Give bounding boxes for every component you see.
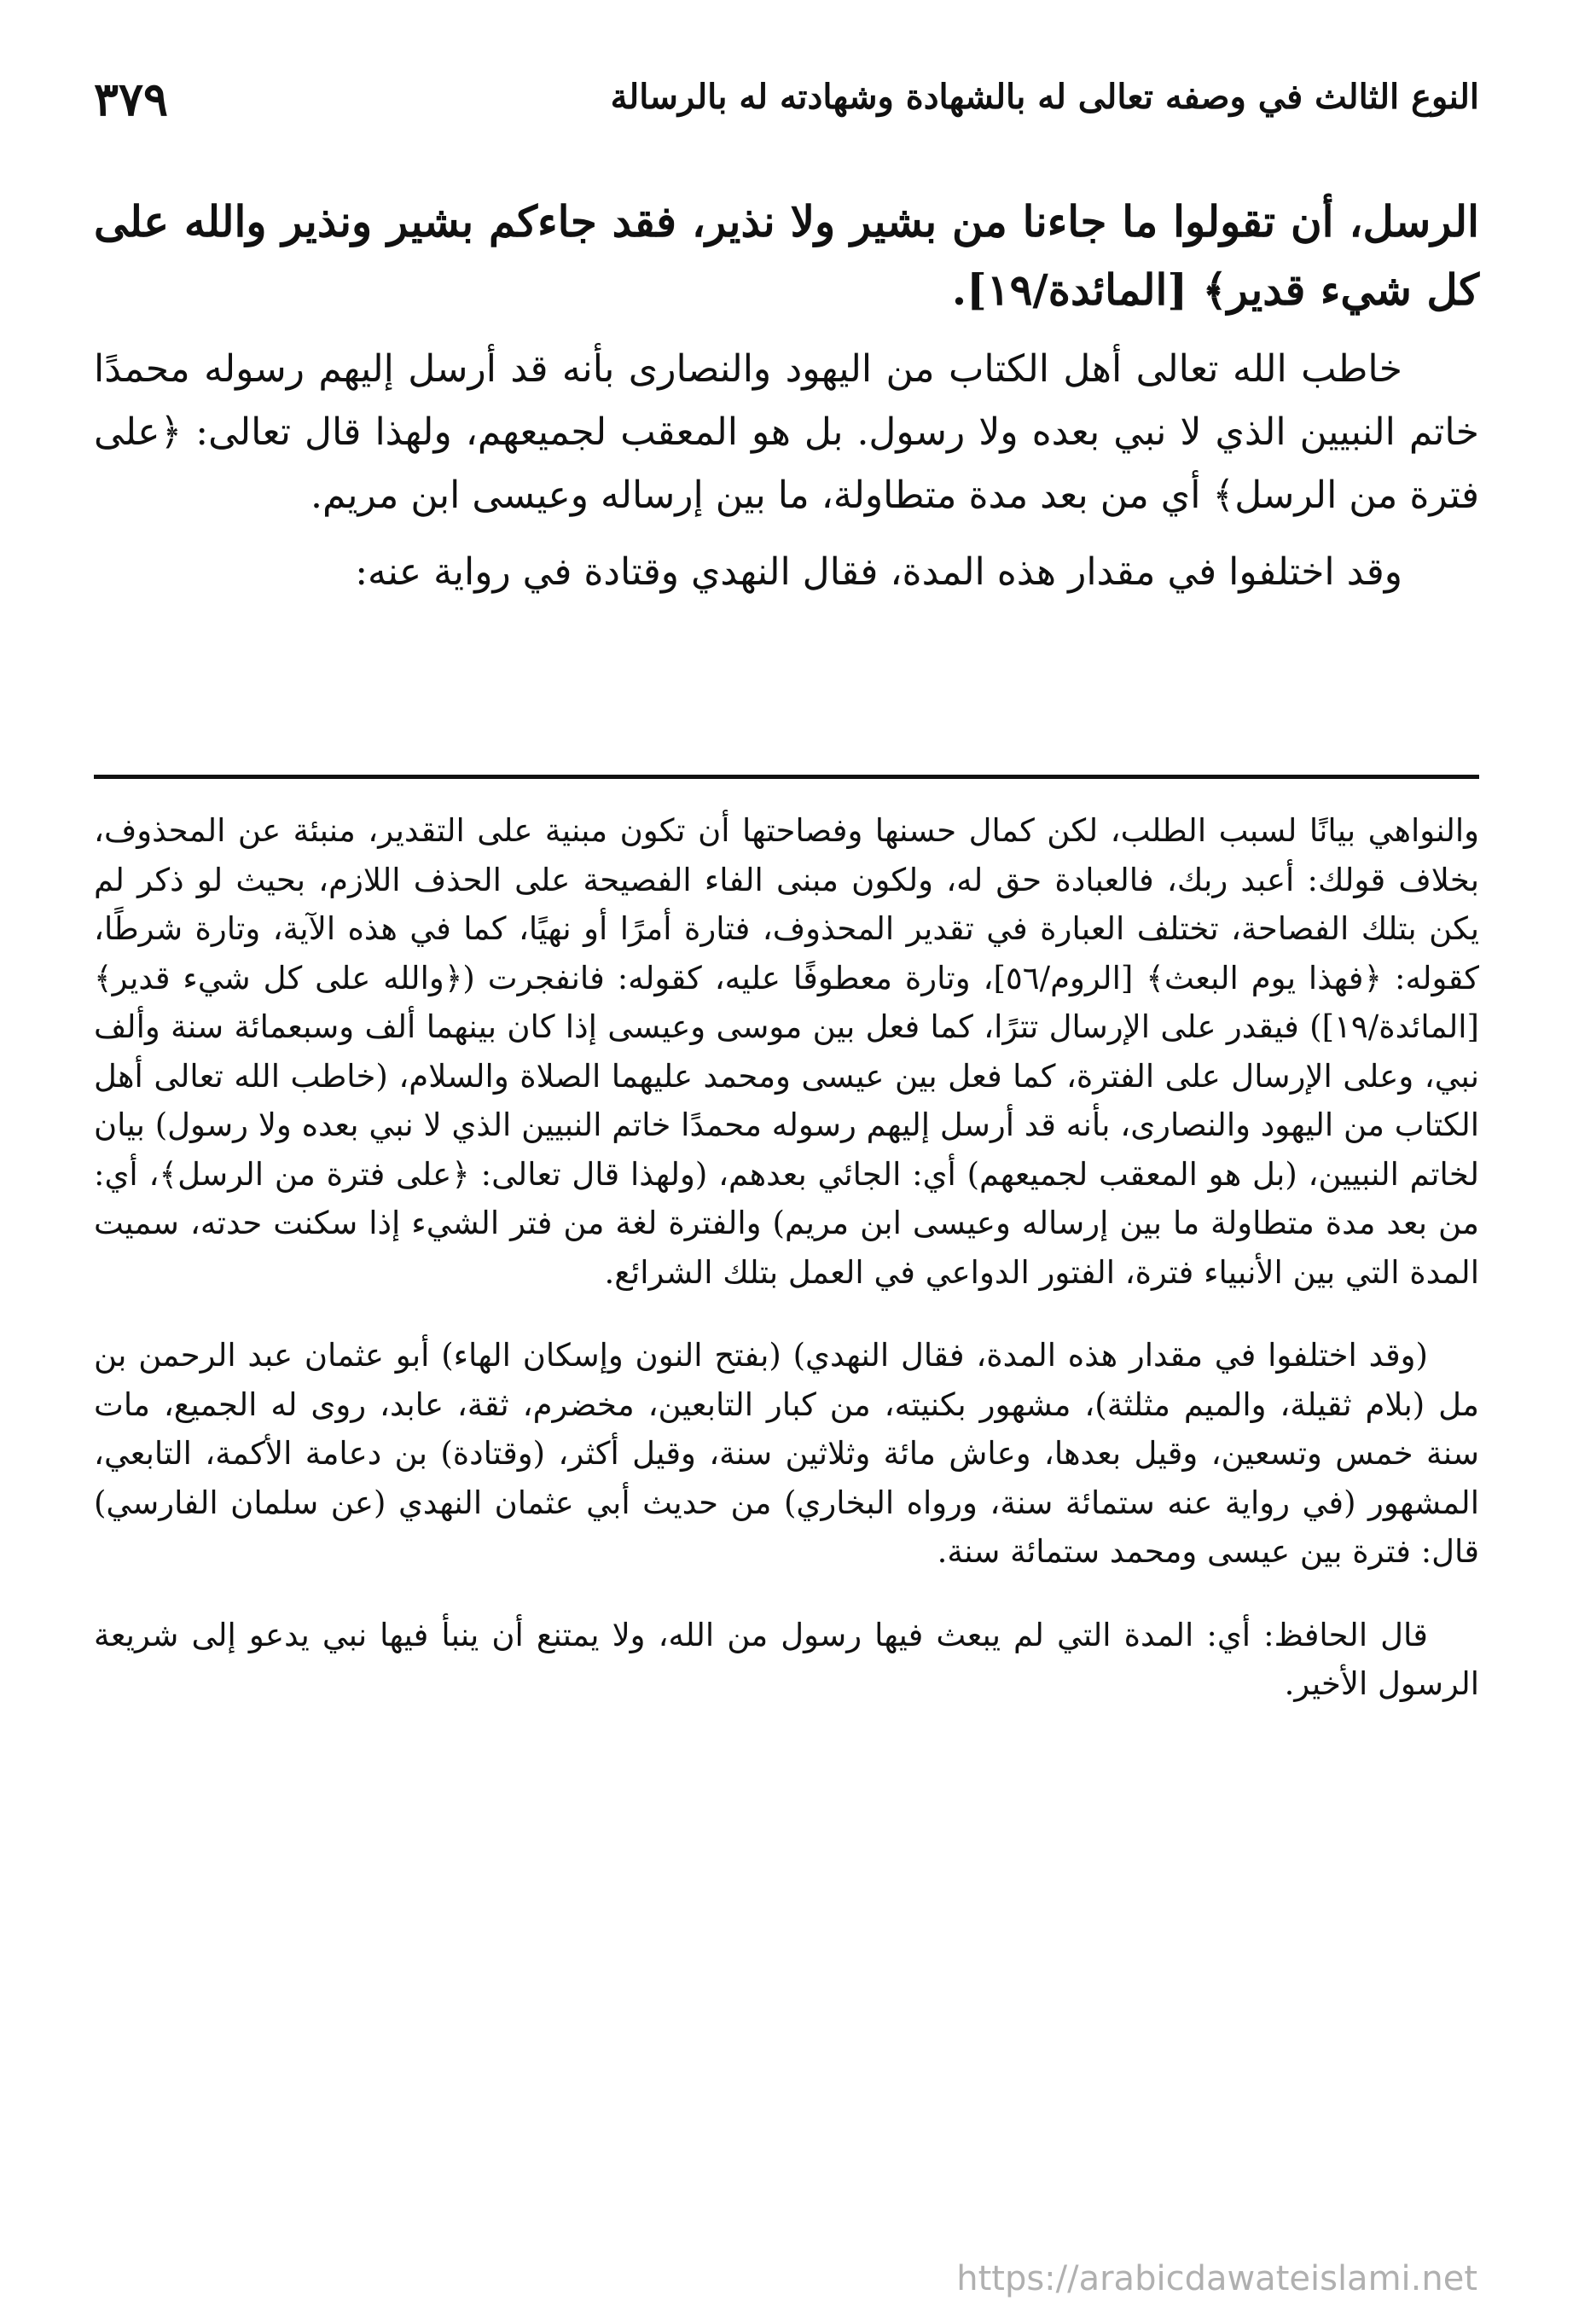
running-header [94,72,1479,145]
verse-continuation: الرسل، أن تقولوا ما جاءنا من بشير ولا نذير، فقد جاءكم بشير ونذير والله على كل شيء قدير﴾ [المائدة/١٩]. [94,196,1479,315]
watermark-url: https://arabicdawateislami.net [956,2259,1477,2298]
page-number: ٣٧٩ [94,72,169,126]
notes-paragraph: (وقد اختلفوا في مقدار هذه المدة، فقال النهدي) (بفتح النون وإسكان الهاء) أبو عثمان عبد الرحمن بن مل (بلام ثقيلة، والميم مثلثة)، مشهور بكنيته، من كبار التابعين، مخضرم، ثقة، عابد، روى له الجميع، مات سنة خمس وتسعين، وقيل بعدها، وعاش مائة وثلاثين سنة، وقيل أكثر، (وقتادة) بن دعامة الأكمة، التابعي، المشهور (في رواية عنه ستمائة سنة، ورواه البخاري) من حديث أبي عثمان النهدي (عن سلمان الفارسي) قال: فترة بين عيسى ومحمد ستمائة سنة. [94,1337,1479,1570]
main-text [94,188,1479,604]
main-paragraph: خاطب الله تعالى أهل الكتاب من اليهود والنصارى بأنه قد أرسل إليهم رسوله محمدًا خاتم النبيين الذي لا نبي بعده ولا رسول. بل هو المعقب لجميعهم، ولهذا قال تعالى: ﴿على فترة من الرسل﴾ أي من بعد مدة متطاولة، ما بين إرساله وعيسى ابن مريم. [94,347,1479,517]
notes-paragraph: والنواهي بيانًا لسبب الطلب، لكن كمال حسنها وفصاحتها أن تكون مبنية على التقدير، منبئة عن المحذوف، بخلاف قولك: أعبد ربك، فالعبادة حق له، ولكون مبنى الفاء الفصيحة على الحذف اللازم، بحيث لو ذكر لم يكن بتلك الفصاحة، تختلف العبارة في تقدير المحذوف، فتارة أمرًا أو نهيًا، كما في هذه الآية، وتارة شرطًا، كقوله: ﴿فهذا يوم البعث﴾ [الروم/٥٦]، وتارة معطوفًا عليه، كقوله: فانفجرت (﴿والله على كل شيء قدير﴾ [المائدة/١٩]) فيقدر على الإرسال تترًا، كما فعل بين موسى وعيسى إذا كان بينهما ألف وسبعمائة سنة وألف نبي، وعلى الإرسال على الفترة، كما فعل بين عيسى ومحمد عليهما الصلاة والسلام، (خاطب الله تعالى أهل الكتاب من اليهود والنصارى، بأنه قد أرسل إليهم رسوله محمدًا خاتم النبيين الذي لا نبي بعده ولا رسول) بيان لخاتم النبيين، (بل هو المعقب لجميعهم) أي: الجائي بعدهم، (ولهذا قال تعالى: ﴿على فترة من الرسل﴾، أي: من بعد مدة متطاولة ما بين إرساله وعيسى ابن مريم) والفترة لغة من فتر الشيء إذا سكنت حدته، سميت المدة التي بين الأنبياء فترة، الفتور الدواعي في العمل بتلك الشرائع. [94,812,1479,1291]
commentary-notes [94,806,1479,1709]
header-title: النوع الثالث في وصفه تعالى له بالشهادة وشهادته له بالرسالة [610,77,1479,117]
footnote-divider [94,775,1479,779]
notes-paragraph: قال الحافظ: أي: المدة التي لم يبعث فيها رسول من الله، ولا يمتنع أن ينبأ فيها نبي يدعو إلى شريعة الرسول الأخير. [94,1616,1479,1702]
main-paragraph: وقد اختلفوا في مقدار هذه المدة، فقال النهدي وقتادة في رواية عنه: [355,550,1402,594]
